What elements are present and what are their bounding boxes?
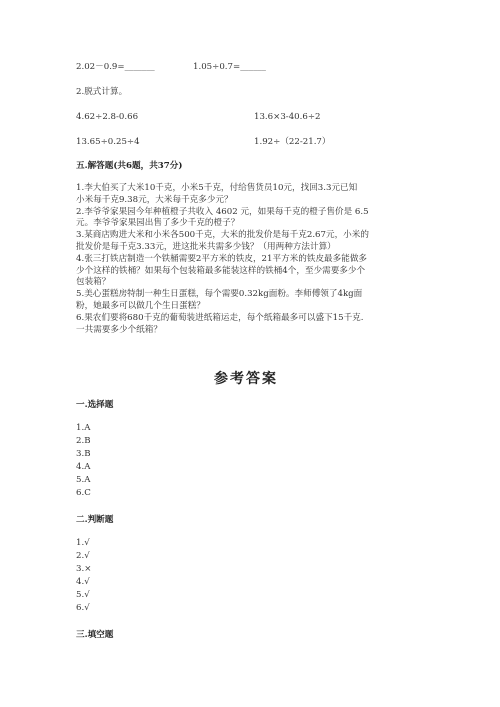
answer-item: 1.A [76, 423, 91, 433]
problem-line: 5.美心蛋糕房特制一种生日蛋糕，每个需要0.32kg面粉。李师傅领了4kg面 [76, 289, 363, 300]
problem-line: 批发价是每千克3.33元，进这批米共需多少钱？（用两种方法计算） [76, 241, 336, 252]
problem-list [76, 183, 369, 336]
answer-item: 1.√ [76, 538, 90, 548]
answer-item: 4.A [76, 462, 91, 472]
calc-item-5: 13.65÷0.25÷4 [76, 137, 140, 147]
problem-line: 3.某商店购进大米和小米各500千克，大米的批发价是每千克2.67元，小米的 [76, 230, 369, 241]
problem-line: 小米每千克9.38元，大米每千克多少元？ [76, 194, 233, 205]
problem-line: 元。李爷爷家果园出售了多少千克的橙子？ [76, 218, 240, 229]
answer-item: 5.√ [76, 590, 90, 600]
problem-line: 2.李爷爷家果园今年种植橙子共收入 4602 元，如果每千克的橙子售价是 6.5 [76, 206, 369, 217]
calc-item-1: 2.02－0.9=_______ [76, 62, 155, 72]
answer-item: 3.B [76, 449, 91, 459]
answers-section-1-title: 一.选择题 [76, 400, 114, 410]
calc-item-4: 13.6×3-40.6÷2 [254, 112, 321, 122]
section-5-title: 五.解答题(共6题，共37分) [76, 161, 183, 171]
problem-line: 粉，她最多可以做几个生日蛋糕？ [76, 300, 205, 311]
answer-item: 5.A [76, 475, 91, 485]
problem-line: 少个这样的铁桶？如果每个包装箱最多能装这样的铁桶4个，至少需要多少个 [76, 265, 366, 276]
answers-section-2-list [76, 537, 91, 615]
problem-line: 一共需要多少个纸箱？ [76, 324, 162, 335]
problem-line: 4.张三打铁店制造一个铁桶需要2平方米的铁皮，21平方米的铁皮最多能做多 [76, 253, 368, 264]
answer-item: 6.C [76, 488, 91, 498]
calc-item-6: 1.92÷（22-21.7） [254, 137, 331, 147]
answer-item: 2.√ [76, 551, 90, 561]
problem-line: 6.果农们要将680千克的葡萄装进纸箱运走，每个纸箱最多可以盛下15千克. [76, 312, 364, 323]
answer-item: 6.√ [76, 603, 90, 613]
calc-item-2: 1.05÷0.7=______ [193, 62, 266, 72]
problem-line: 1.李大伯买了大米10千克，小米5千克，付给售货员10元，找回3.3元已知 [76, 183, 358, 193]
answers-section-1-list [76, 422, 91, 500]
answer-item: 4.√ [76, 577, 90, 587]
answers-section-2-title: 二.判断题 [76, 515, 114, 525]
calc-item-3: 4.62÷2.8-0.66 [76, 112, 139, 122]
answer-item: 3.× [76, 564, 92, 574]
answers-section-3-title: 三.填空题 [76, 630, 114, 640]
section-2-label: 2.脱式计算。 [76, 87, 128, 97]
answer-item: 2.B [76, 436, 91, 446]
problem-line: 包装箱？ [76, 277, 111, 288]
answers-title: 参考答案 [214, 371, 278, 387]
